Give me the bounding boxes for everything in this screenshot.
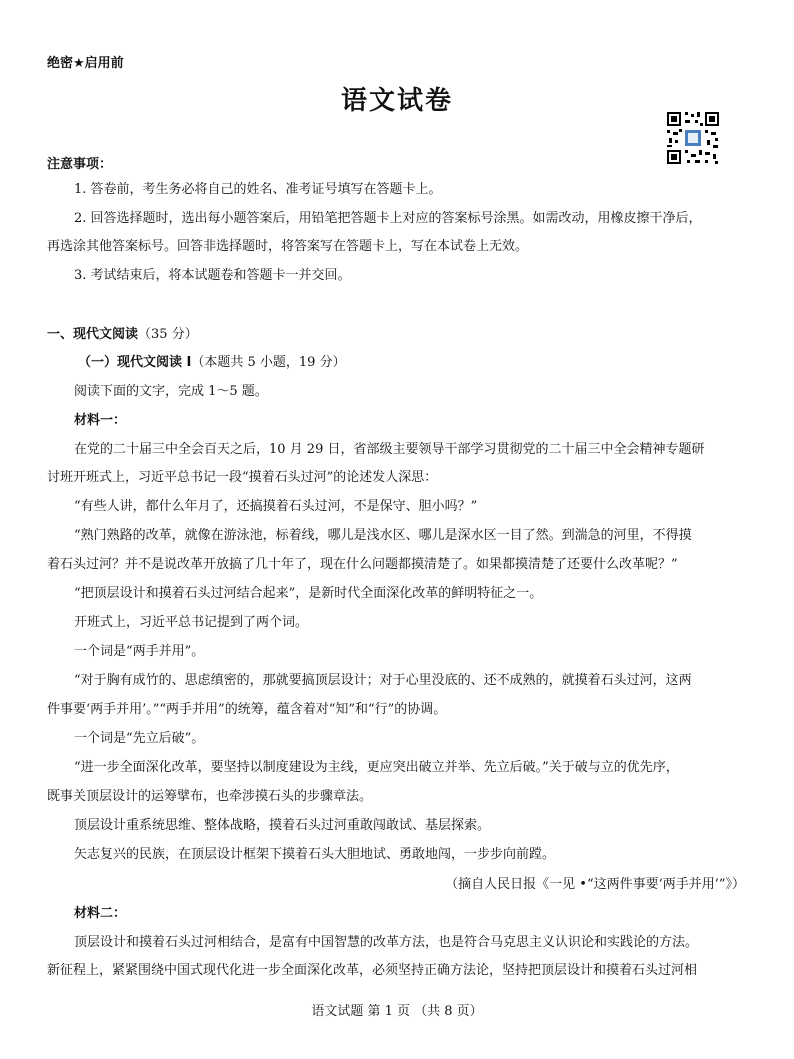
material-2-line: 新征程上，紧紧围绕中国式现代化进一步全面深化改革，必须坚持正确方法论，坚持把顶层设计和摸着石头过河相 <box>47 963 698 978</box>
material-1-line: 顶层设计重系统思维、整体战略，摸着石头过河重敢闯敢试、基层探索。 <box>74 818 491 833</box>
material-1-line: 讨班开班式上，习近平总书记一段“摸着石头过河”的论述发人深思： <box>47 470 438 485</box>
section-1-title: 一、现代文阅读 <box>47 327 139 342</box>
material-1-line: 件事要‘两手并用’。”“两手并用”的统筹，蕴含着对“知”和“行”的协调。 <box>47 702 447 717</box>
material-2-label: 材料二： <box>74 906 127 921</box>
material-1-line: 着石头过河？并不是说改革开放搞了几十年了，现在什么问题都摸清楚了。如果都摸清楚了还要什么改革呢？” <box>47 557 678 572</box>
material-2-line: 顶层设计和摸着石头过河相结合，是富有中国智慧的改革方法，也是符合马克思主义认识论和实践论的方法。 <box>74 935 699 950</box>
material-1-line: 一个词是“先立后破”。 <box>74 731 205 746</box>
notice-item-2-line-2: 再选涂其他答案标号。回答非选择题时，将答案写在答题卡上，写在本试卷上无效。 <box>47 239 529 254</box>
notice-item-1: 1. 答卷前，考生务必将自己的姓名、准考证号填写在答题卡上。 <box>74 182 442 197</box>
instruction: 阅读下面的文字，完成 1～5 题。 <box>74 384 268 399</box>
material-1-line: 矢志复兴的民族，在顶层设计框架下摸着石头大胆地试、勇敢地闯，一步步向前蹚。 <box>74 847 556 862</box>
notice-item-3: 3. 考试结束后，将本试题卷和答题卡一并交回。 <box>74 268 351 283</box>
material-1-line: “有些人讲，都什么年月了，还搞摸着石头过河，不是保守、胆小吗？” <box>74 499 478 514</box>
material-1-line: 既事关顶层设计的运筹擘布，也牵涉摸石头的步骤章法。 <box>47 789 373 804</box>
confidential-label: 绝密★启用前 <box>47 56 124 71</box>
exam-title: 语文试卷 <box>340 86 453 116</box>
material-1-line: “熟门熟路的改革，就像在游泳池，标着线，哪儿是浅水区、哪儿是深水区一目了然。到湍急的河里，不得摸 <box>74 528 692 543</box>
notice-heading: 注意事项： <box>47 157 113 172</box>
material-1-line: 开班式上，习近平总书记提到了两个词。 <box>74 615 309 630</box>
material-1-label: 材料一： <box>74 413 127 428</box>
subsection-1-title: （一）现代文阅读 I <box>78 355 192 370</box>
notice-item-2-line-1: 2. 回答选择题时，选出每小题答案后，用铅笔把答题卡上对应的答案标号涂黑。如需改动，用橡皮擦干净后， <box>74 211 702 226</box>
material-1-line: 一个词是“两手并用”。 <box>74 644 205 659</box>
section-1-heading <box>47 327 198 343</box>
qr-code-icon <box>665 110 721 166</box>
material-1-line: 在党的二十届三中全会百天之后，10 月 29 日，省部级主要领导干部学习贯彻党的二十届三中全会精神专题研 <box>74 442 705 457</box>
material-1-line: “对于胸有成竹的、思虑缜密的，那就要搞顶层设计；对于心里没底的、还不成熟的，就摸着石头过河，这两 <box>74 673 692 688</box>
subsection-1-heading <box>78 355 346 371</box>
section-1-score: （35 分） <box>138 327 198 342</box>
material-1-source: （摘自人民日报《一见 •“这两件事要‘两手并用’”》） <box>445 877 745 892</box>
material-1-line: “进一步全面深化改革，要坚持以制度建设为主线，更应突出破立并举、先立后破。”关于破与立的优先序， <box>74 760 679 775</box>
subsection-1-note: （本题共 5 小题，19 分） <box>191 355 346 370</box>
page-footer: 语文试题 第 1 页 （共 8 页） <box>311 1004 483 1019</box>
material-1-line: “把顶层设计和摸着石头过河结合起来”，是新时代全面深化改革的鲜明特征之一。 <box>74 586 543 601</box>
